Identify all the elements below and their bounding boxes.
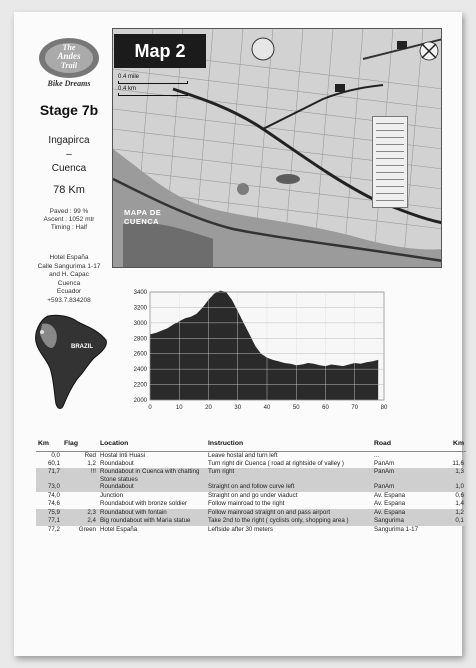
x-tick-label: 10 [175,405,183,411]
table-row [36,517,466,526]
cell-location: Big roundabout with Maria statue [98,517,206,526]
cell-location: Roundabout with bronze soldier [100,500,188,507]
x-tick-label: 0 [148,405,152,411]
cell-km: 77,1 [36,517,62,526]
x-tick-label: 80 [380,405,388,411]
stage-start: Ingapirca [48,135,90,146]
cell-segment-km: 0,1 [442,517,466,526]
cell-flag: !!! [62,468,98,483]
map-scale [118,74,188,98]
cell-km: 77,2 [47,525,60,533]
stat-ascent: Ascent : 1052 mtr [43,216,95,223]
cell-segment-km: 0,6 [455,491,464,499]
table-row [36,451,466,460]
stat-paved: Paved : 99 % [49,208,89,215]
table-row [36,526,466,535]
stage-title: Stage 7b [39,102,99,118]
cell-instruction: Straight on and follow curve left [206,483,372,492]
location-marker-icon [40,330,44,334]
cell-location: Hostal Inti Huasi [100,451,146,459]
hotel-phone: +593.7.834208 [47,296,91,304]
table-row [36,460,466,469]
cell-location: Junction [100,491,124,499]
x-tick-label: 40 [263,405,271,411]
y-tick-label: 3400 [133,290,147,296]
y-tick-label: 2400 [133,367,147,374]
cell-location: Roundabout [98,483,206,492]
cell-km: 74,0 [47,491,60,499]
header-instruction: Instruction [206,440,372,451]
cell-flag: 2,3 [62,509,98,518]
y-tick-label: 3200 [133,305,147,312]
hotel-address [24,254,114,305]
x-tick-label: 50 [292,405,300,411]
y-tick-label: 3000 [133,320,147,327]
itinerary-table [36,440,466,534]
y-tick-label: 2800 [133,336,147,343]
stat-timing: Timing : Half [50,224,88,231]
elevation-profile-chart [126,286,388,416]
cell-flag [62,492,98,501]
header-road: Road [372,440,442,451]
table-row [36,509,466,518]
cell-instruction: Straight on and go under viaduct [208,491,298,499]
hotel-name: Hotel España [49,254,89,261]
cell-segment-km [442,526,466,535]
cell-road: Sangurima 1-17 [374,525,419,533]
cell-location: Roundabout in Cuenca with chatting Stone statues [98,468,206,483]
cell-km: 0,0 [51,451,60,459]
start-flag-icon [335,84,345,92]
cell-km: 71,7 [36,468,62,483]
map-title: Map 2 [114,34,206,68]
cell-segment-km: 1,2 [442,509,466,518]
cell-location: Hotel España [100,525,138,533]
x-tick-label: 20 [205,405,212,411]
map-name-label [124,208,184,226]
cell-km: 73,0 [36,483,62,492]
logo-text-4: Bike Dreams [47,79,91,88]
x-tick-label: 60 [322,405,329,411]
cell-instruction: Follow mainroad straight on and pass airport [206,509,372,518]
map-legend [372,116,408,208]
finish-flag-icon [397,41,407,49]
cell-road: PanAm [372,468,442,483]
hotel-marker-icon [252,38,274,60]
stage-distance: 78 Km [53,184,85,196]
header-location: Location [98,440,206,451]
cell-road: Sangurima [372,517,442,526]
compass-icon [420,42,438,60]
cell-segment-km: 1,0 [442,483,466,492]
map-name-line-2: CUENCA [124,217,160,226]
table-row [36,483,466,492]
header-flag: Flag [62,440,98,451]
cell-location: Roundabout with fontain [98,509,206,518]
logo-text-2: Andes [57,51,81,61]
scale-km-label: 0.4 km [118,86,137,92]
hotel-city: Cuenca [57,279,81,287]
cell-instruction: Turn right [206,468,372,483]
y-tick-label: 2600 [133,351,147,358]
cell-flag: 1,2 [87,459,96,467]
cell-road: ... [374,451,380,459]
cell-road: Av. Espana [374,500,406,507]
cell-km: 60,1 [47,459,60,467]
cell-segment-km [442,451,466,460]
andes-trail-logo [34,34,104,92]
logo-text-1: The [62,43,76,52]
south-america-map [28,312,110,412]
stage-stats [28,208,110,232]
hotel-country: Ecuador [56,288,82,295]
sa-map-label: BRAZIL [71,344,93,350]
cell-instruction: Take 2nd to the right ( cyclists only, shopping area ) [206,517,372,526]
cell-segment-km: 11,6 [452,459,464,467]
cell-segment-km: 1,3 [442,468,466,483]
cell-km: 74,6 [47,500,60,507]
stage-end: Cuenca [51,163,87,174]
logo-text-3: Trail [60,61,78,70]
table-row [36,500,466,509]
header-km: Km [36,440,62,451]
route-sheet-page [14,12,462,656]
cell-road: Av. Espana [374,491,406,499]
cell-segment-km: 1,4 [455,500,464,507]
map-name-line-1: MAPA DE [124,208,162,217]
table-row [36,492,466,501]
table-header-row [36,440,466,451]
cell-instruction: Leave hostal and turn left [208,451,278,459]
cell-location: Roundabout [100,459,134,467]
table-row [36,468,466,483]
cell-flag [62,500,98,509]
cell-road: Av. Espana [372,509,442,518]
hotel-street: Calle Sangurima 1-17 [37,262,101,270]
x-tick-label: 70 [351,405,359,411]
y-tick-label: 2200 [133,382,147,389]
cell-flag: 2,4 [62,517,98,526]
cell-flag: Red [84,451,96,459]
cell-road: PanAm [374,459,395,467]
cell-flag: Green [78,525,96,533]
header-segment-km: Km [442,440,466,451]
cell-instruction: Turn right dir Cuenca ( road at rightside of valley ) [208,459,344,467]
y-tick-label: 2000 [133,398,147,404]
cell-road: PanAm [372,483,442,492]
cell-flag [62,483,98,492]
cell-instruction: Leftside after 30 meters [208,525,274,533]
stage-dash: – [66,149,72,160]
scale-mile-label: 0.4 mile [118,74,140,80]
cell-km: 75,9 [36,509,62,518]
hotel-corner: and H. Capac [49,271,89,278]
x-tick-label: 30 [234,405,242,411]
cell-instruction: Follow mainroad to the right [208,500,285,507]
